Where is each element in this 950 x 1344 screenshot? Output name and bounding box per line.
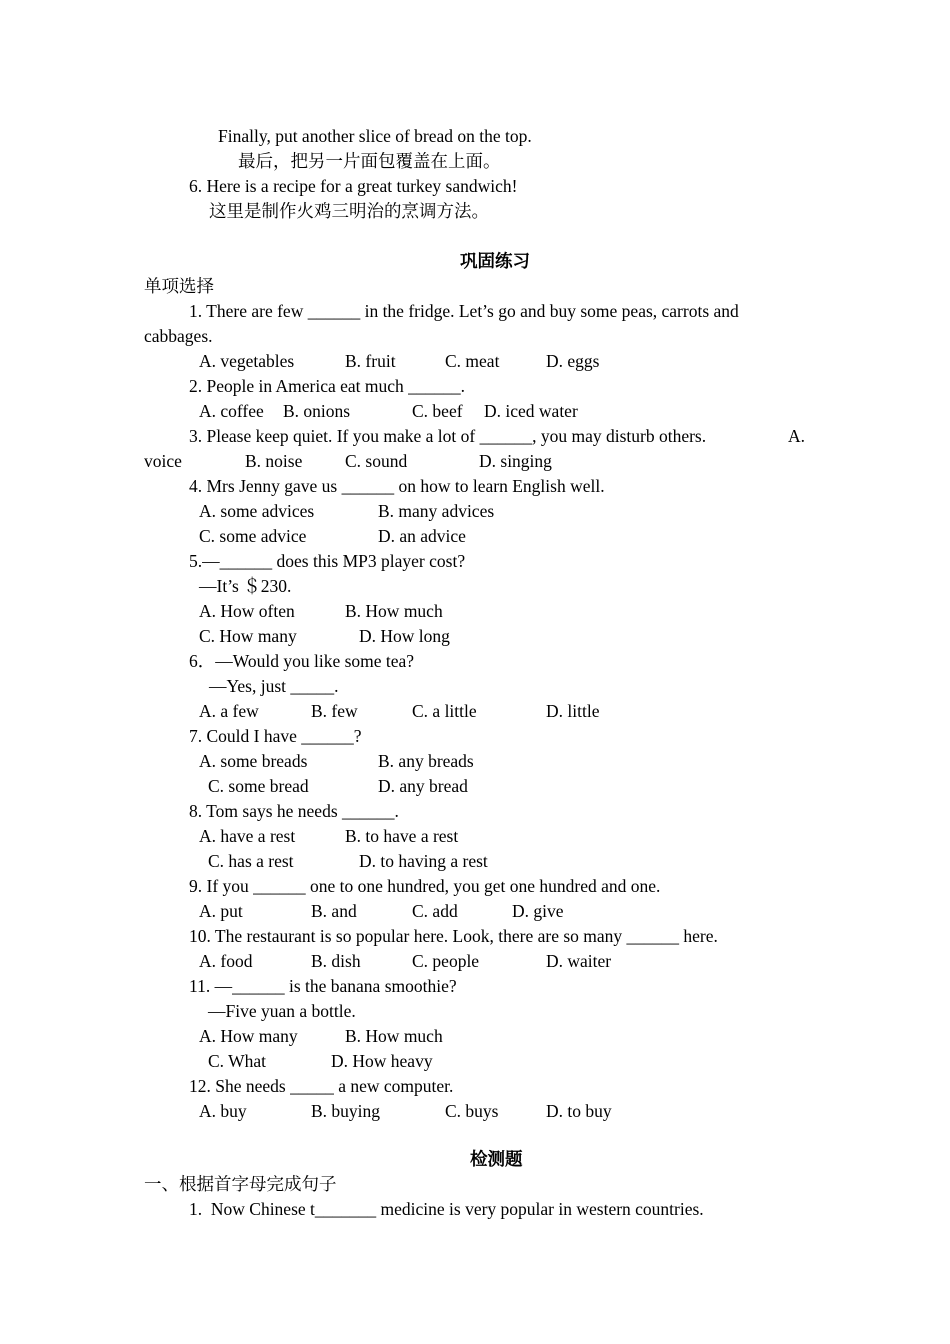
- question-reply: —It’s ＄230.: [199, 576, 292, 596]
- option-a: A. some breads: [199, 751, 308, 771]
- option-c: C. add: [412, 901, 458, 921]
- option-b: B. few: [311, 701, 358, 721]
- option-d: D. iced water: [484, 401, 578, 421]
- option-b: B. How much: [345, 1026, 443, 1046]
- option-b: B. and: [311, 901, 357, 921]
- option-a: A. coffee: [199, 401, 264, 421]
- option-d: D. waiter: [546, 951, 612, 971]
- question-stem: 3. Please keep quiet. If you make a lot of ______, you may disturb others.: [189, 426, 707, 446]
- option-a: A. put: [199, 901, 243, 921]
- option-b: B. How much: [345, 601, 443, 621]
- question-stem: 2. People in America eat much ______.: [189, 376, 466, 396]
- option-d: D. give: [512, 901, 564, 921]
- option-b: B. onions: [283, 401, 351, 421]
- option-d: D. any bread: [378, 776, 468, 796]
- option-b: B. any breads: [378, 751, 474, 771]
- section-subtitle: 一、根据首字母完成句子: [144, 1174, 337, 1194]
- option-b: B. noise: [245, 451, 303, 471]
- option-a: A. buy: [199, 1101, 247, 1121]
- option-d: D. How heavy: [331, 1051, 433, 1071]
- option-a-word: voice: [144, 451, 182, 471]
- option-c: C. has a rest: [208, 851, 294, 871]
- option-c: C. What: [208, 1051, 267, 1071]
- question-stem: 8. Tom says he needs ______.: [189, 801, 399, 821]
- option-a: A. How often: [199, 601, 295, 621]
- question-stem: 6．—Would you like some tea?: [189, 651, 415, 671]
- option-c: C. people: [412, 951, 480, 971]
- question-stem: 12. She needs _____ a new computer.: [189, 1076, 454, 1096]
- option-c: C. buys: [445, 1101, 499, 1121]
- option-c: C. sound: [345, 451, 408, 471]
- question-reply: —Five yuan a bottle.: [208, 1001, 356, 1021]
- text-line: Finally, put another slice of bread on the top.: [218, 126, 532, 146]
- option-c: C. meat: [445, 351, 500, 371]
- question-stem: 9. If you ______ one to one hundred, you get one hundred and one.: [189, 876, 661, 896]
- option-a-label: A.: [788, 426, 806, 446]
- question-stem: 10. The restaurant is so popular here. Look, there are so many ______ here.: [189, 926, 718, 946]
- option-a: A. some advices: [199, 501, 315, 521]
- option-c: C. How many: [199, 626, 297, 646]
- option-b: B. many advices: [378, 501, 495, 521]
- option-a: A. a few: [199, 701, 259, 721]
- option-c: C. some advice: [199, 526, 307, 546]
- option-a: A. vegetables: [199, 351, 295, 371]
- option-b: B. to have a rest: [345, 826, 459, 846]
- section-subtitle: 单项选择: [144, 276, 214, 296]
- question-stem: 1. There are few ______ in the fridge. Let’s go and buy some peas, carrots and: [189, 301, 739, 321]
- question-stem: 1. Now Chinese t_______ medicine is very popular in western countries.: [189, 1199, 704, 1219]
- option-a: A. have a rest: [199, 826, 296, 846]
- question-reply: —Yes, just _____.: [209, 676, 339, 696]
- translation-line: 这里是制作火鸡三明治的烹调方法。: [209, 201, 489, 221]
- question-stem: 4. Mrs Jenny gave us ______ on how to learn English well.: [189, 476, 605, 496]
- question-stem-cont: cabbages.: [144, 326, 213, 346]
- option-c: C. some bread: [208, 776, 309, 796]
- option-d: D. to buy: [546, 1101, 612, 1121]
- option-b: B. dish: [311, 951, 361, 971]
- option-d: D. little: [546, 701, 600, 721]
- option-d: D. singing: [479, 451, 552, 471]
- option-b: B. buying: [311, 1101, 381, 1121]
- text-line: 6. Here is a recipe for a great turkey sandwich!: [189, 176, 518, 196]
- option-d: D. an advice: [378, 526, 466, 546]
- question-stem: 11. —______ is the banana smoothie?: [189, 976, 457, 996]
- question-stem: 5.—______ does this MP3 player cost?: [189, 551, 466, 571]
- section-title: 检测题: [470, 1149, 523, 1169]
- option-a: A. How many: [199, 1026, 298, 1046]
- option-a: A. food: [199, 951, 253, 971]
- section-title: 巩固练习: [460, 251, 530, 271]
- question-stem: 7. Could I have ______?: [189, 726, 362, 746]
- option-d: D. eggs: [546, 351, 600, 371]
- option-d: D. to having a rest: [359, 851, 488, 871]
- translation-line: 最后，把另一片面包覆盖在上面。: [238, 151, 501, 171]
- option-c: C. a little: [412, 701, 477, 721]
- option-d: D. How long: [359, 626, 450, 646]
- option-b: B. fruit: [345, 351, 396, 371]
- option-c: C. beef: [412, 401, 463, 421]
